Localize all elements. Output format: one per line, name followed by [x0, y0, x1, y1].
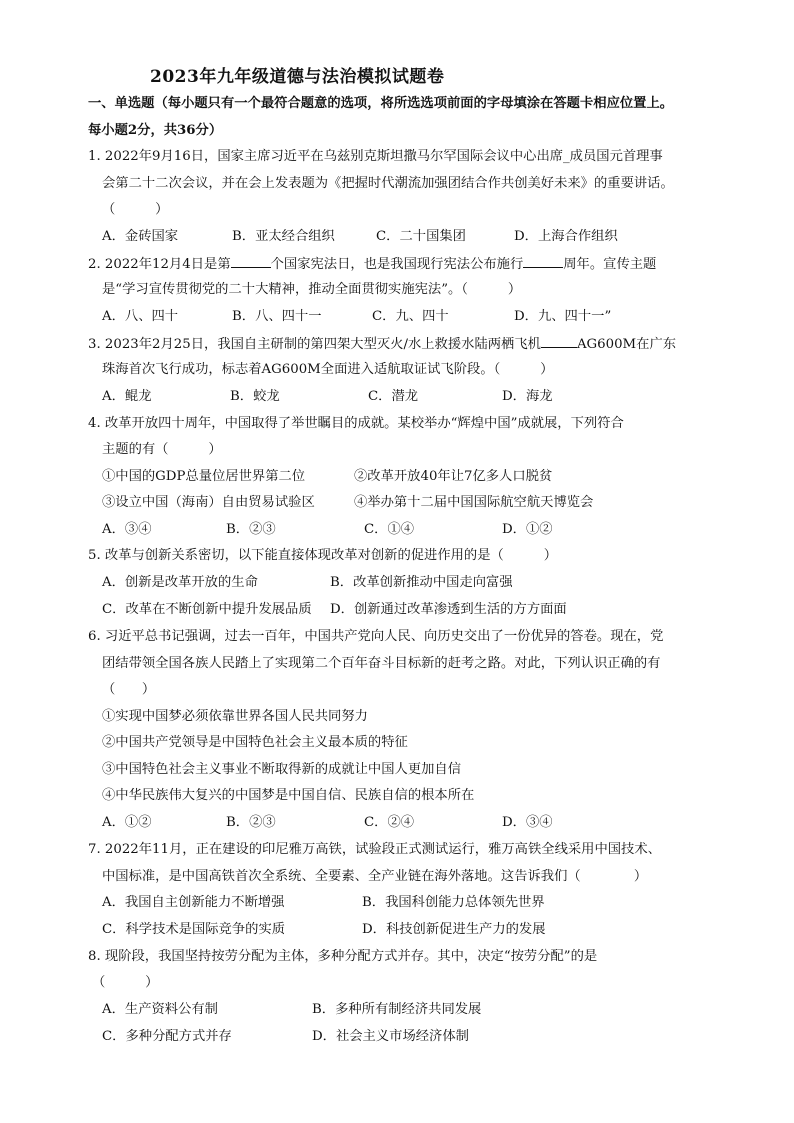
q6-answer-bracket: （ ）	[102, 682, 156, 697]
q8-option-b[interactable]: B．多种所有制经济共同发展	[312, 1002, 482, 1017]
q2-stem-line1	[88, 255, 656, 274]
q3-stem-part2: AG600M在广东	[576, 337, 677, 352]
q6-statement-3: ③中国特色社会主义事业不断取得新的成就让中国人更加自信	[102, 762, 462, 777]
q7-option-c[interactable]: C．科学技术是国际竞争的实质	[102, 922, 286, 937]
q1-stem-line2: 会第二十二次会议，并在会上发表题为《把握时代潮流加强团结合作共创美好未来》的重要讲话。	[102, 176, 674, 191]
q4-statement-4: ④举办第十二届中国国际航空航天博览会	[354, 495, 594, 510]
q2-option-b[interactable]: B．八、四十一	[232, 309, 322, 324]
q4-option-b[interactable]: B．②③	[226, 522, 276, 537]
section-heading-line2: 每小题2分，共36分）	[88, 123, 223, 138]
q8-stem-line1: 8. 现阶段，我国坚持按劳分配为主体，多种分配方式并存。其中，决定“按劳分配”的是	[88, 949, 598, 964]
q2-stem-part1: 2. 2022年12月4日是第	[88, 257, 231, 272]
q6-statement-1: ①实现中国梦必须依靠世界各国人民共同努力	[102, 709, 368, 724]
q1-option-b[interactable]: B．亚太经合组织	[232, 229, 335, 244]
q3-stem-line2: 珠海首次飞行成功，标志着AG600M全面进入适航取证试飞阶段。（ ）	[102, 362, 554, 377]
q6-stem-line1: 6. 习近平总书记强调，过去一百年，中国共产党向人民、向历史交出了一份优异的答卷。现在，党	[88, 629, 664, 644]
q4-statement-1: ①中国的GDP总量位居世界第二位	[102, 469, 306, 484]
q8-answer-bracket: （ ）	[92, 975, 159, 990]
q8-option-a[interactable]: A．生产资料公有制	[102, 1002, 218, 1017]
q5-option-a[interactable]: A．创新是改革开放的生命	[102, 575, 258, 590]
q7-option-b[interactable]: B．我国科创能力总体领先世界	[362, 895, 545, 910]
q1-answer-bracket: （ ）	[102, 202, 169, 217]
exam-title: 2023年九年级道德与法治模拟试题卷	[150, 67, 445, 87]
q2-option-d[interactable]: D．九、四十一”	[514, 309, 612, 324]
q1-stem-line1: 1. 2022年9月16日，国家主席习近平在乌兹别克斯坦撒马尔罕国际会议中心出席_成员国元首理事	[88, 149, 663, 164]
q8-option-d[interactable]: D．社会主义市场经济体制	[312, 1029, 469, 1044]
q7-option-d[interactable]: D．科技创新促进生产力的发展	[362, 922, 546, 937]
q6-stem-line2: 团结带领全国各族人民踏上了实现第二个百年奋斗目标新的赶考之路。对此，下列认识正确的有	[102, 656, 661, 671]
q6-option-c[interactable]: C．②④	[364, 815, 415, 830]
q5-option-c[interactable]: C．改革在不断创新中提升发展品质	[102, 602, 312, 617]
q3-blank	[541, 335, 577, 348]
q3-option-a[interactable]: A．鲲龙	[102, 389, 152, 404]
q1-option-d[interactable]: D．上海合作组织	[514, 229, 618, 244]
q4-option-d[interactable]: D．①②	[502, 522, 553, 537]
q3-option-c[interactable]: C．潜龙	[368, 389, 419, 404]
q6-option-d[interactable]: D．③④	[502, 815, 553, 830]
q6-statement-2: ②中国共产党领导是中国特色社会主义最本质的特征	[102, 735, 408, 750]
q2-stem-part3: 周年。宣传主题	[563, 257, 657, 272]
q4-stem-line1: 4. 改革开放四十周年，中国取得了举世瞩目的成就。某校举办“辉煌中国”成就展，下列符合	[88, 416, 624, 431]
q6-option-a[interactable]: A．①②	[102, 815, 152, 830]
q3-option-d[interactable]: D．海龙	[502, 389, 553, 404]
q1-option-a[interactable]: A．金砖国家	[102, 229, 179, 244]
q4-statement-2: ②改革开放40年让7亿多人口脱贫	[354, 469, 553, 484]
q7-option-a[interactable]: A．我国自主创新能力不断增强	[102, 895, 285, 910]
q7-stem-line2: 中国标准，是中国高铁首次全系统、全要素、全产业链在海外落地。这告诉我们（ ）	[102, 869, 648, 884]
q2-stem-line2: 是“学习宣传贯彻党的二十大精神，推动全面贯彻实施宪法”。（ ）	[102, 282, 522, 297]
q7-stem-line1: 7. 2022年11月，正在建设的印尼雅万高铁，试验段正式测试运行，雅万高铁全线采用中国技术、	[88, 842, 661, 857]
q3-stem-line1	[88, 335, 676, 354]
q1-option-c[interactable]: C．二十国集团	[376, 229, 466, 244]
q2-option-a[interactable]: A．八、四十	[102, 309, 179, 324]
q4-stem-line2: 主题的有（ ）	[102, 442, 222, 457]
q5-stem-line1: 5. 改革与创新关系密切，以下能直接体现改革对创新的促进作用的是（ ）	[88, 548, 558, 563]
q4-option-a[interactable]: A．③④	[102, 522, 152, 537]
q5-option-d[interactable]: D．创新通过改革渗透到生活的方方面面	[330, 602, 567, 617]
q8-option-c[interactable]: C．多种分配方式并存	[102, 1029, 232, 1044]
q2-blank-1	[231, 255, 271, 268]
q2-blank-2	[523, 255, 563, 268]
q2-stem-part2: 个国家宪法日，也是我国现行宪法公布施行	[270, 257, 524, 272]
q6-statement-4: ④中华民族伟大复兴的中国梦是中国自信、民族自信的根本所在	[102, 788, 475, 803]
q3-stem-part1: 3. 2023年2月25日，我国自主研制的第四架大型灭火/水上救援水陆两栖飞机	[88, 337, 541, 352]
q4-option-c[interactable]: C．①④	[364, 522, 415, 537]
q5-option-b[interactable]: B．改革创新推动中国走向富强	[330, 575, 513, 590]
q3-option-b[interactable]: B．蛟龙	[230, 389, 280, 404]
section-heading-line1: 一、单选题（每小题只有一个最符合题意的选项，将所选选项前面的字母填涂在答题卡相应位置上。	[88, 96, 674, 111]
q4-statement-3: ③设立中国（海南）自由贸易试验区	[102, 495, 315, 510]
q2-option-c[interactable]: C．九、四十	[372, 309, 449, 324]
q6-option-b[interactable]: B．②③	[226, 815, 276, 830]
